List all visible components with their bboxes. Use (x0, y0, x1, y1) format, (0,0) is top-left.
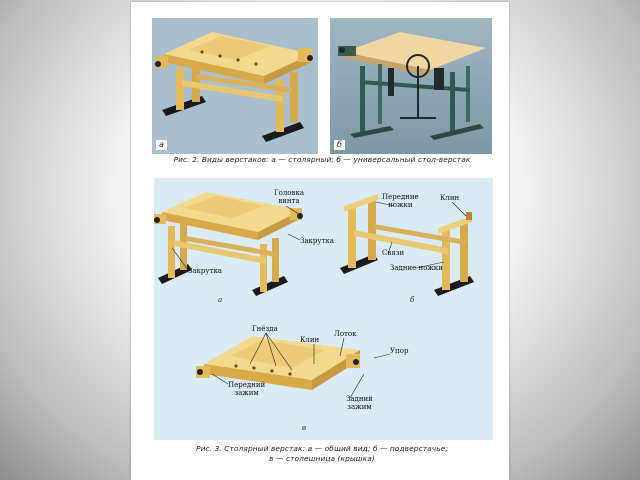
label-klin-top: Клин (440, 194, 460, 202)
label-golovka-vinta-line2: винта (278, 196, 300, 205)
textbook-page (131, 2, 509, 480)
label-golovka-vinta-line1: Головка (274, 189, 304, 197)
sub-label-a: а (218, 296, 223, 304)
figure3-panel (154, 178, 493, 440)
label-zadniy-zazhim-line1: Задний (346, 395, 373, 403)
photo-b-label: б (334, 140, 345, 150)
label-peredniy-zazhim-line1: Передний (228, 381, 266, 389)
label-zakrutka-left: Закрутка (188, 267, 222, 275)
sub-label-v: в (302, 424, 307, 432)
label-zadniy-zazhim-line2: зажим (347, 402, 372, 411)
label-peredniy-zazhim (228, 382, 265, 397)
figure2-caption-prefix: Рис. 2. (173, 155, 200, 164)
callout-leaders (154, 178, 493, 440)
label-lotok: Лоток (334, 330, 357, 338)
label-zadniy-zazhim (346, 396, 373, 411)
figure3-caption (149, 444, 495, 464)
photo-carpenter-workbench (152, 18, 318, 154)
figure3-caption-line1 (149, 444, 495, 454)
label-perednie-nozhki (382, 194, 419, 209)
workbench-a-illustration (152, 18, 318, 154)
sub-label-b: б (410, 296, 415, 304)
label-zadnie-nozhki: Задние ножки (390, 264, 443, 272)
label-perednie-nozhki-line2: ножки (388, 200, 413, 209)
workbench-b-illustration (330, 18, 492, 154)
figure3-caption-prefix: Рис. 3. (196, 444, 222, 453)
label-upor: Упор (390, 347, 409, 355)
label-svyazi: Связи (382, 249, 405, 257)
label-golovka-vinta (274, 190, 304, 205)
label-klin-v: Клин (300, 336, 320, 344)
photo-universal-workbench (330, 18, 492, 154)
figure2-caption (149, 155, 495, 164)
label-gnezda: Гнёзда (252, 325, 278, 333)
label-zakrutka-right: Закрутка (300, 237, 334, 245)
label-peredniy-zazhim-line2: зажим (234, 388, 259, 397)
figure3-caption-line2: в — столешница (крышка) (269, 454, 375, 463)
figure2-caption-text: Виды верстаков: а — столярный; б — универсальный стол-верстак (201, 155, 471, 164)
figure3-caption-text: Столярный верстак: а — общий вид; б — подверстачье; (224, 444, 448, 453)
label-perednie-nozhki-line1: Передние (382, 193, 419, 201)
photo-a-label: а (156, 140, 167, 150)
